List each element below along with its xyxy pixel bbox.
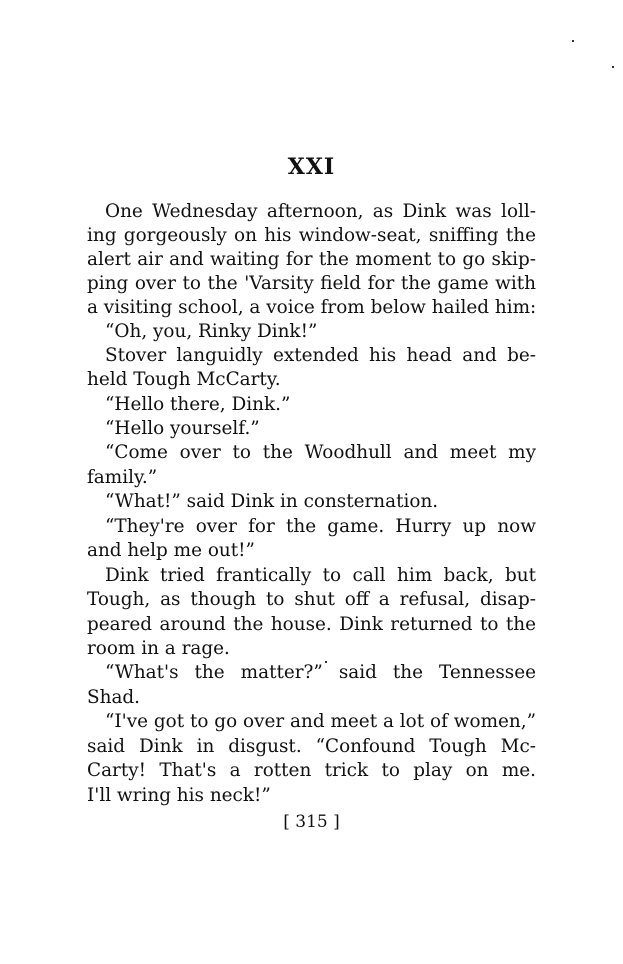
text-line: Shad. (87, 687, 141, 708)
text-line: “They're over for the game. Hurry up now (105, 516, 536, 537)
chapter-heading: XXI (287, 154, 336, 180)
text-line: room in a rage. (87, 638, 230, 659)
text-line: said Dink in disgust. “Confound Tough Mc- (87, 736, 536, 757)
text-line: held Tough McCarty. (87, 369, 281, 390)
text-line: Stover languidly extended his head and be- (105, 345, 536, 366)
text-line: alert air and waiting for the moment to go skip- (87, 249, 536, 270)
text-line: I'll wring his neck!” (87, 785, 271, 806)
text-line: and help me out!” (87, 540, 255, 561)
text-line: Carty! That's a rotten trick to play on me. (87, 760, 536, 781)
text-line: “What!” said Dink in consternation. (105, 491, 439, 512)
text-line: “I've got to go over and meet a lot of women,” (105, 711, 536, 732)
page-number: [ 315 ] (283, 812, 340, 832)
text-line: a visiting school, a voice from below hailed him: (87, 297, 536, 318)
text-line: Tough, as though to shut off a refusal, disap- (87, 589, 536, 610)
text-line: “What's the matter?” said the Tennessee (105, 662, 536, 683)
text-line: Dink tried frantically to call him back, but (105, 565, 536, 586)
text-line: “Hello yourself.” (105, 418, 260, 439)
text-line: ping over to the 'Varsity field for the game with (87, 273, 536, 294)
scan-speck (572, 40, 574, 42)
text-line: “Hello there, Dink.” (105, 394, 291, 415)
text-line: “Oh, you, Rinky Dink!” (105, 321, 318, 342)
text-line: ing gorgeously on his window-seat, sniffing the (87, 225, 536, 246)
text-line: “Come over to the Woodhull and meet my (105, 442, 536, 463)
text-line: peared around the house. Dink returned to the (87, 614, 536, 635)
text-line: family.” (87, 467, 158, 488)
text-line: One Wednesday afternoon, as Dink was loll- (105, 201, 536, 222)
scan-speck (612, 66, 614, 68)
